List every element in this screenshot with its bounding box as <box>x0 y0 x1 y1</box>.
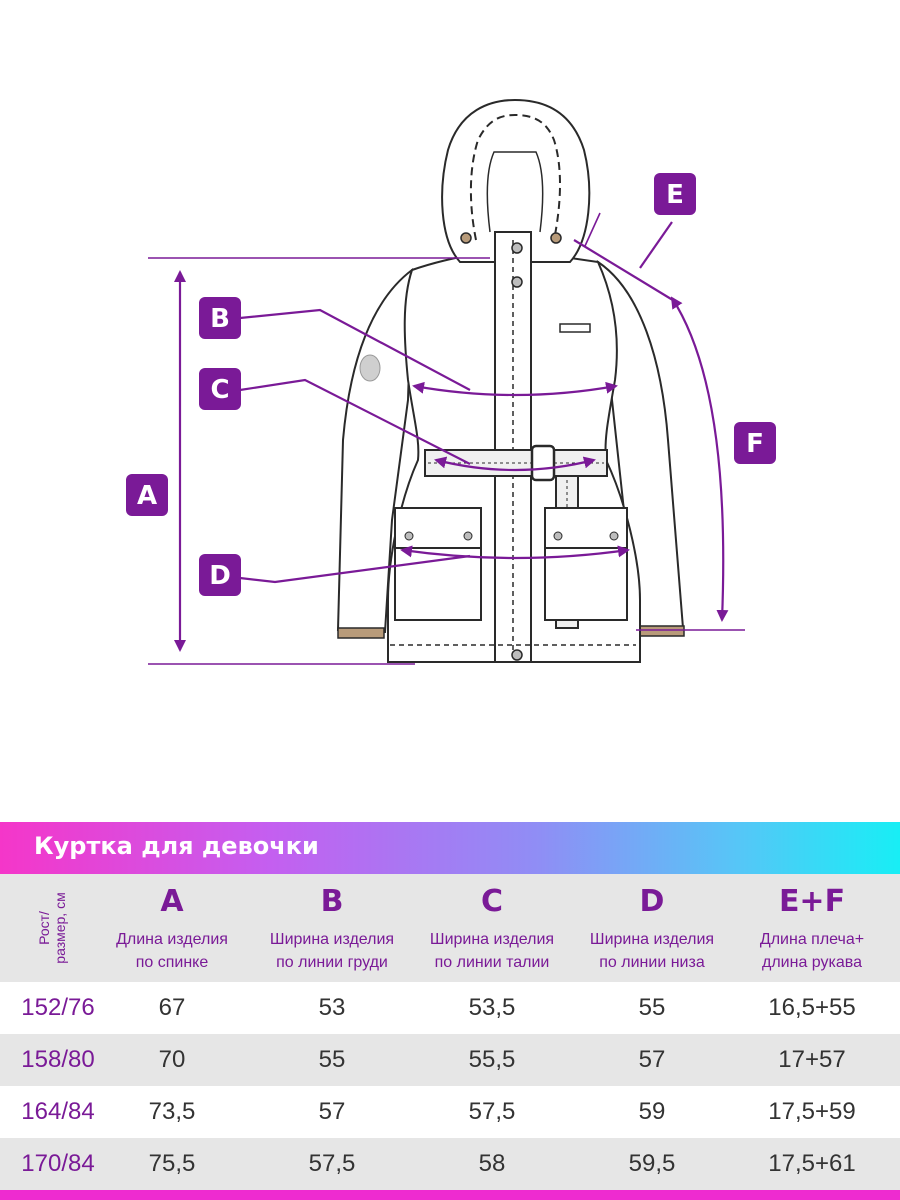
badge-c-label: C <box>210 375 230 405</box>
table-title-bar <box>0 822 900 874</box>
value-cell: 17,5+61 <box>768 1150 856 1177</box>
column-header-d <box>572 874 732 974</box>
column-description: Длина изделия по спинке <box>116 931 228 971</box>
right-cuff <box>640 626 684 636</box>
table-row <box>0 1034 900 1086</box>
badge-f <box>734 422 776 464</box>
badge-a-label: A <box>136 481 158 511</box>
value-cell: 57,5 <box>308 1150 356 1177</box>
value-cell: 57 <box>318 1098 346 1125</box>
value-cell: 75,5 <box>148 1150 196 1177</box>
size-table <box>0 874 900 1190</box>
value-cell: 59,5 <box>628 1150 676 1177</box>
column-letter: C <box>480 884 504 919</box>
column-header-ef <box>732 874 892 974</box>
size-cell: 164/84 <box>21 1098 95 1125</box>
column-description: Длина плеча+ длина рукава <box>759 931 865 971</box>
value-cell: 55 <box>318 1046 346 1073</box>
size-cell: 170/84 <box>21 1150 95 1177</box>
value-cell: 55 <box>638 994 666 1021</box>
value-cell: 17+57 <box>778 1046 846 1073</box>
column-letter: A <box>160 884 184 919</box>
measure-line-f <box>672 298 723 620</box>
value-cell: 55,5 <box>468 1046 516 1073</box>
value-cell: 57 <box>638 1046 666 1073</box>
value-cell: 17,5+59 <box>768 1098 856 1125</box>
value-cell: 59 <box>638 1098 666 1125</box>
table-header-row <box>0 874 900 982</box>
column-letter: B <box>320 884 344 919</box>
value-cell: 53,5 <box>468 994 516 1021</box>
value-cell: 16,5+55 <box>768 994 856 1021</box>
badge-a <box>126 474 168 516</box>
size-column-header <box>22 882 82 974</box>
badge-d <box>199 554 241 596</box>
badge-b-label: B <box>210 304 230 334</box>
jacket-drawing <box>338 100 684 662</box>
column-letter: D <box>639 884 665 919</box>
column-description: Ширина изделия по линии низа <box>589 931 715 971</box>
value-cell: 58 <box>478 1150 506 1177</box>
value-cell: 73,5 <box>148 1098 196 1125</box>
column-description: Ширина изделия по линии талии <box>429 931 555 971</box>
column-header-c <box>412 874 572 974</box>
badge-e <box>654 173 696 215</box>
badge-e-label: E <box>666 180 684 210</box>
column-header-a <box>92 874 252 974</box>
value-cell: 70 <box>158 1046 186 1073</box>
table-row <box>0 982 900 1034</box>
size-cell: 158/80 <box>21 1046 95 1073</box>
value-cell: 67 <box>158 994 186 1021</box>
column-letter: E+F <box>778 884 846 919</box>
table-title: Куртка для девочки <box>34 832 319 860</box>
value-cell: 57,5 <box>468 1098 516 1125</box>
column-header-b <box>252 874 412 974</box>
column-description: Ширина изделия по линии груди <box>269 931 395 971</box>
badge-d-label: D <box>209 561 231 591</box>
value-cell: 53 <box>318 994 346 1021</box>
left-cuff <box>338 628 384 638</box>
bottom-accent-bar <box>0 1190 900 1200</box>
size-column-header-text: Рост/ размер, см <box>36 892 68 964</box>
size-cell: 152/76 <box>21 994 95 1021</box>
badge-b <box>199 297 241 339</box>
badge-f-label: F <box>746 429 764 459</box>
table-row <box>0 1086 900 1138</box>
belt-buckle <box>532 446 554 480</box>
table-row <box>0 1138 900 1190</box>
badge-c <box>199 368 241 410</box>
